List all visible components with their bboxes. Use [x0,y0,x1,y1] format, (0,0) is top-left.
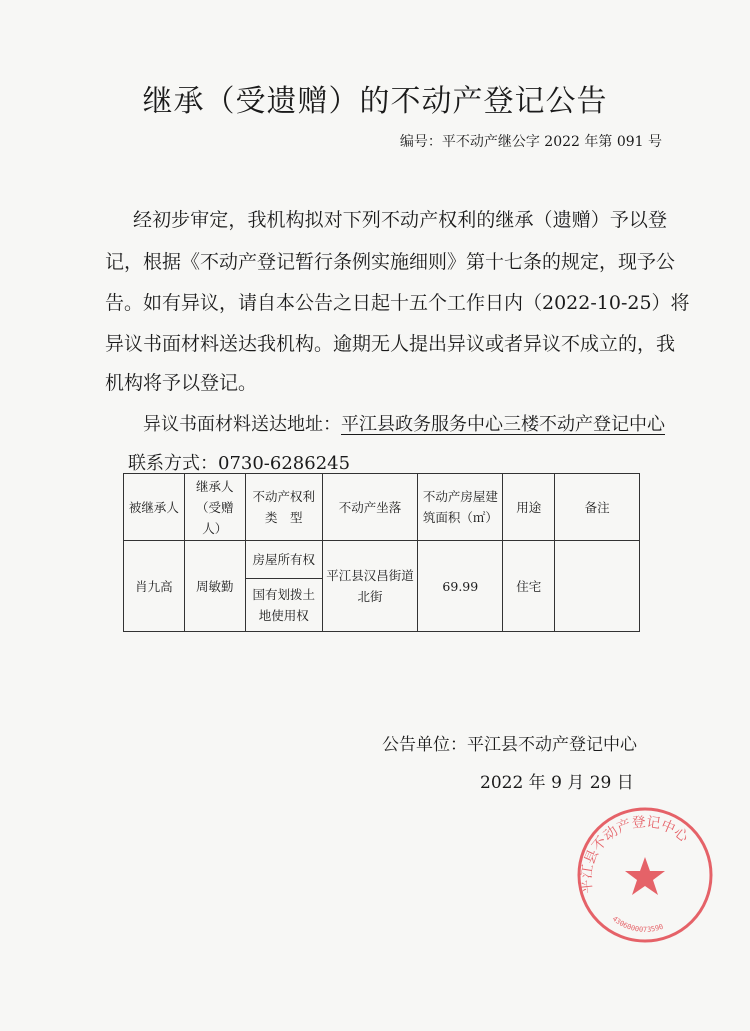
body-line: 记，根据《不动产登记暂行条例实施细则》第十七条的规定，现予公 [105,251,676,273]
header-cell: 继承人（受赠人） [184,474,245,541]
page-title: 继承（受遗赠）的不动产登记公告 [142,84,608,119]
location-cell: 平江县汉昌街道北街 [322,541,418,632]
header-cell: 不动产权利类 型 [245,474,322,541]
remarks-cell [555,541,640,632]
usage-cell: 住宅 [503,541,555,632]
svg-text:平江县不动产登记中心 [579,814,692,894]
contact-label: 联系方式： [128,453,218,474]
issuer: 公告单位：平江县不动产登记中心 [382,735,637,755]
address-line [143,410,665,436]
heir-cell: 周敏勤 [184,541,245,632]
header-cell: 不动产坐落 [322,474,418,541]
stamp-text: 平江县不动产登记中心 [578,814,692,895]
right-type-cell: 房屋所有权 [245,541,322,579]
decedent-cell: 肖九高 [124,541,185,632]
header-cell: 被继承人 [124,474,185,541]
address-value: 平江县政务服务中心三楼不动产登记中心 [341,414,665,435]
body-line: 告。如有异议，请自本公告之日起十五个工作日内（2022-10-25）将 [105,292,690,314]
address-label: 异议书面材料送达地址： [143,414,341,435]
svg-text:4306000073590 [611,915,665,934]
table-row [124,541,640,579]
contact-value: 0730-6286245 [218,453,351,474]
header-cell: 用途 [503,474,555,541]
contact-line [128,449,350,475]
property-table [123,473,640,632]
issue-date: 2022 年 9 月 29 日 [480,773,634,793]
document-number: 编号：平不动产继公字 2022 年第 091 号 [399,134,662,150]
right-type-cell: 国有划拨土地使用权 [245,579,322,632]
body-line: 异议书面材料送达我机构。逾期无人提出异议或者异议不成立的，我 [105,333,676,355]
body-line: 经初步审定，我机构拟对下列不动产权利的继承（遗赠）予以登 [133,209,667,231]
body-line: 机构将予以登记。 [105,372,258,394]
official-seal-icon [575,805,715,945]
header-cell: 不动产房屋建筑面积（㎡） [418,474,503,541]
stamp-code: 4306000073590 [610,914,665,934]
header-cell: 备注 [555,474,640,541]
area-cell: 69.99 [418,541,503,632]
table-header-row [124,474,640,541]
